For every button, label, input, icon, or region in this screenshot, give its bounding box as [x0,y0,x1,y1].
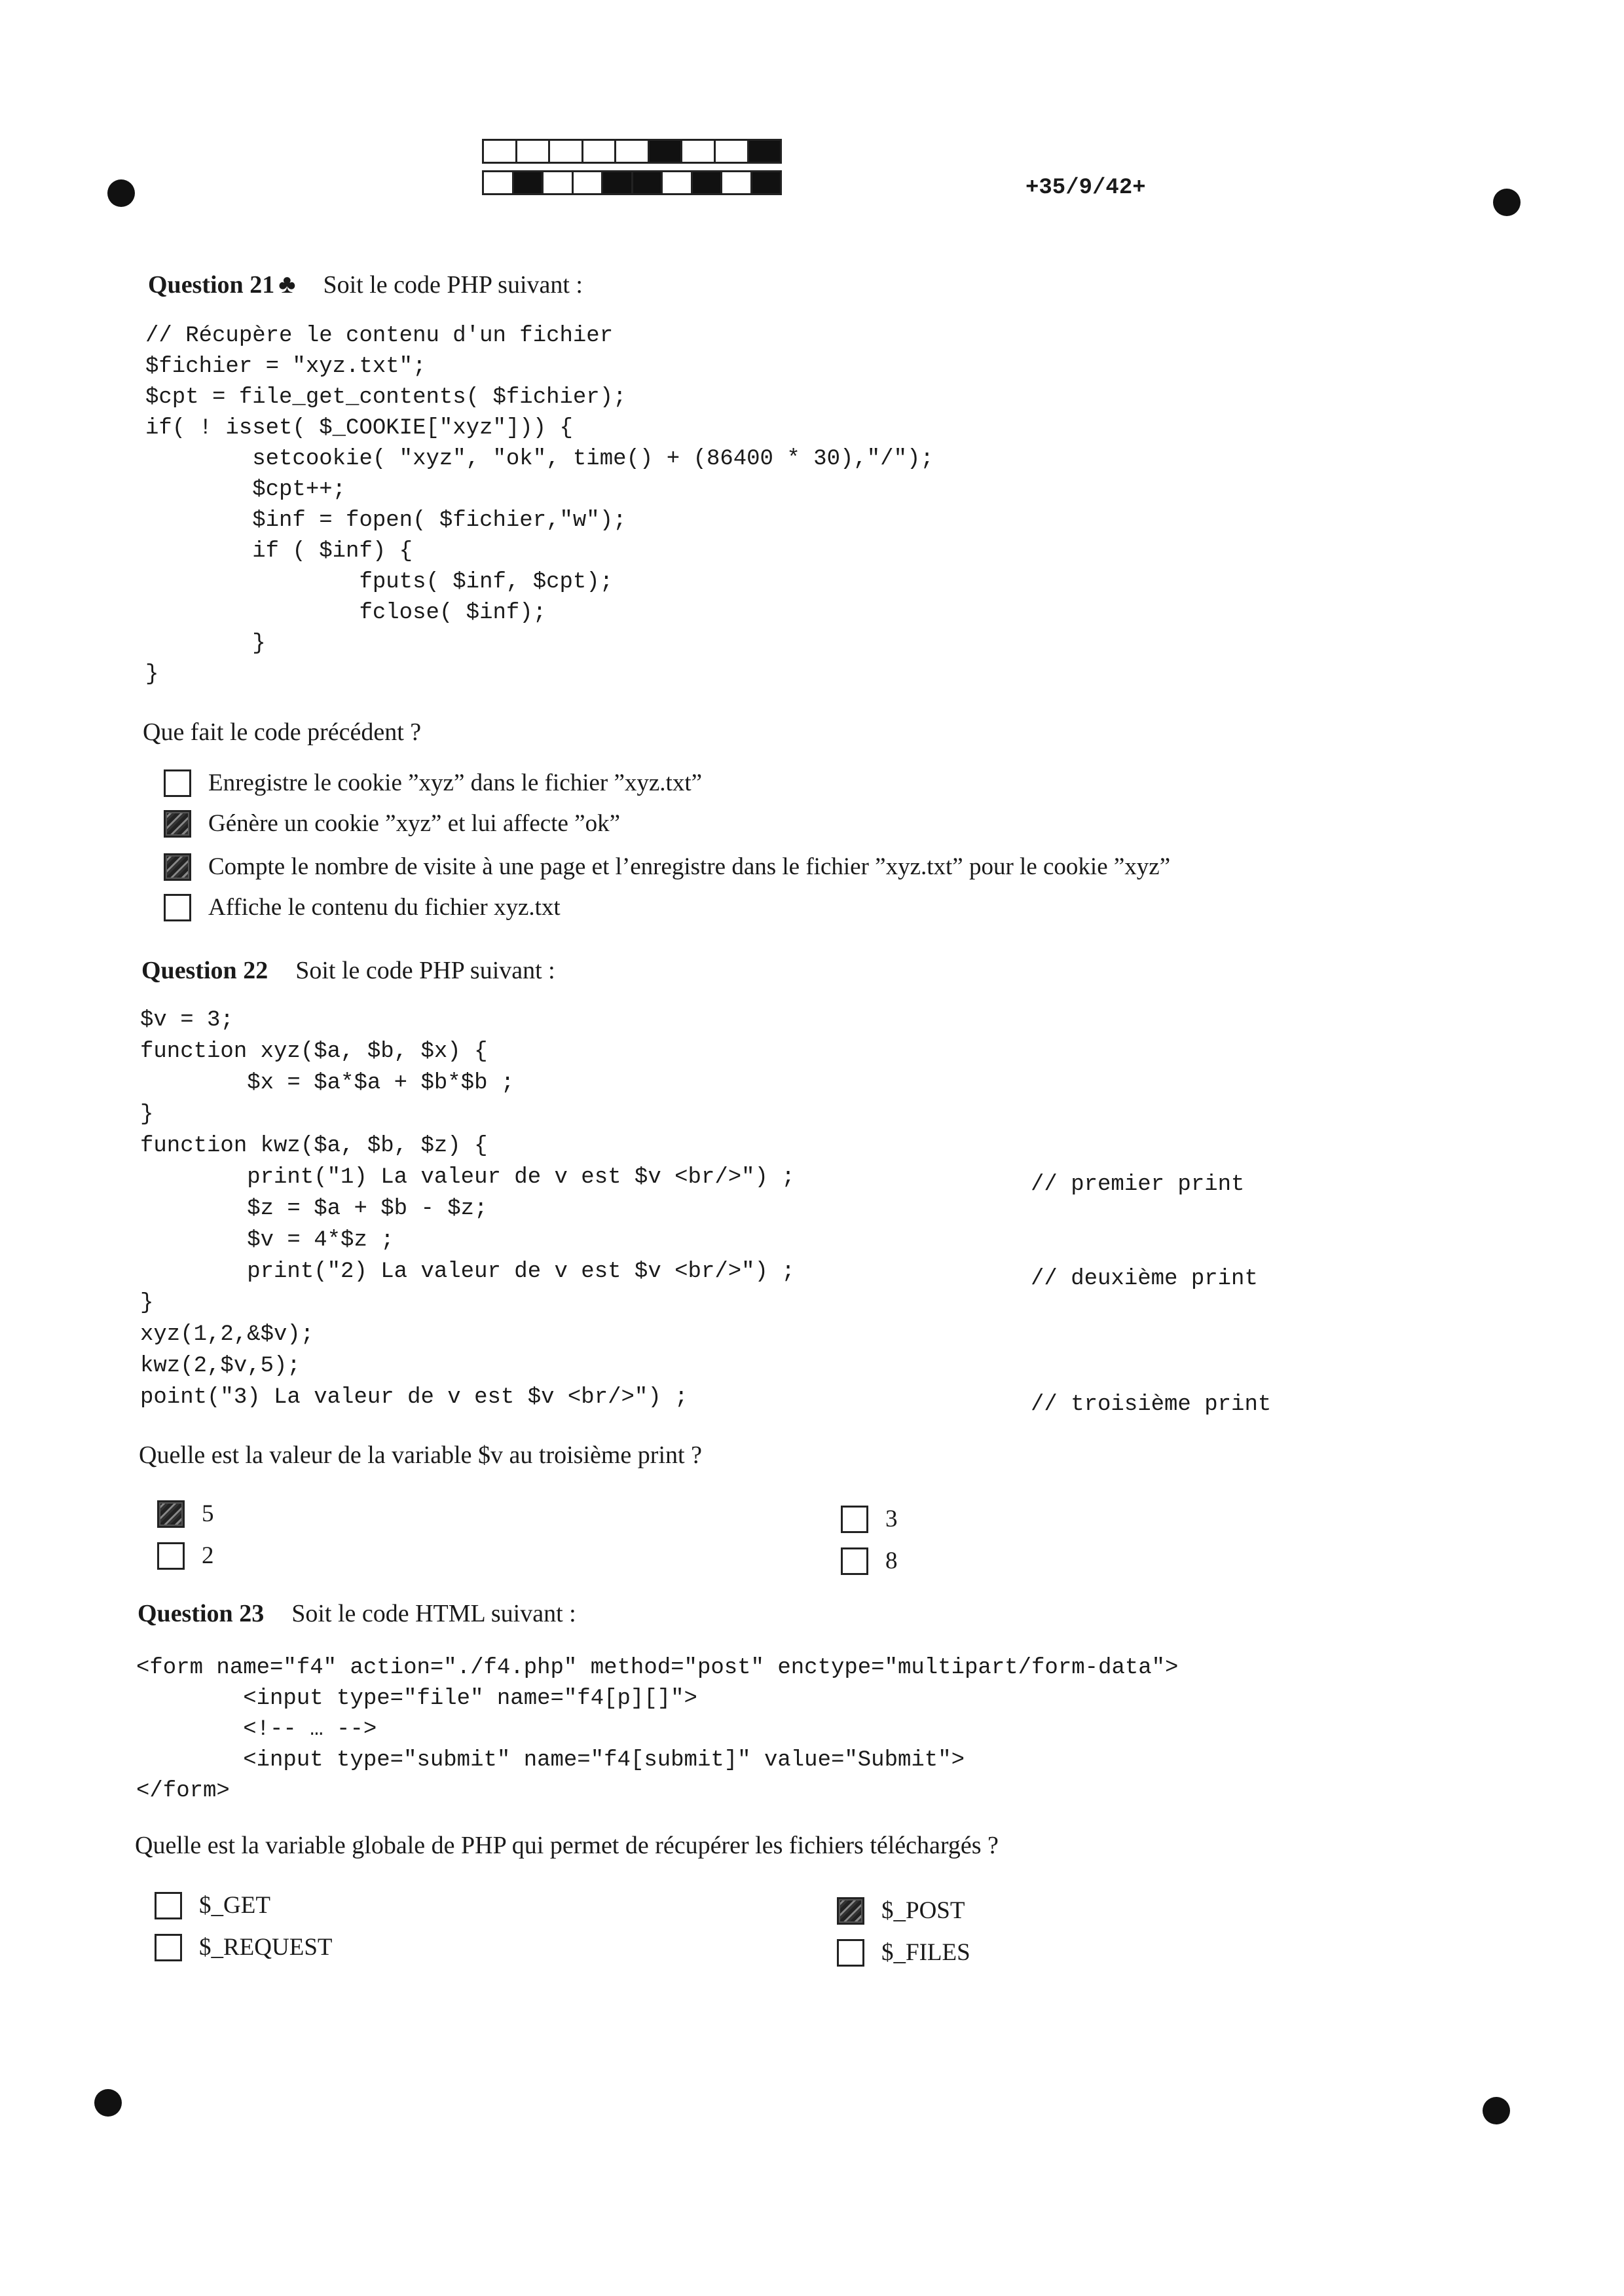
question-23-intro: Soit le code HTML suivant : [291,1600,576,1627]
checkbox[interactable] [157,1500,185,1528]
checkbox[interactable] [164,853,191,881]
clubs-icon: ♣ [278,269,296,299]
page-id: +35/9/42+ [1025,176,1146,200]
barcode-cell [484,172,514,193]
question-21-title: Question 21 [148,271,275,299]
question-21-prompt: Que fait le code précédent ? [143,718,422,746]
barcode-cell [574,172,604,193]
comment-third-print: // troisième print [1031,1392,1272,1417]
registration-mark-bottom-left [94,2089,122,2117]
barcode-cell [682,141,716,162]
checkbox[interactable] [164,810,191,838]
option-label: 5 [202,1500,214,1527]
barcode-cell [603,172,633,193]
question-22-title: Question 22 [141,957,268,984]
option-label: $_REQUEST [199,1934,333,1961]
checkbox[interactable] [164,894,191,921]
checkbox[interactable] [157,1542,185,1570]
q22-option-3[interactable] [841,1505,898,1533]
checkbox[interactable] [837,1897,864,1925]
registration-mark-top-right [1493,189,1521,216]
option-label: Génère un cookie ”xyz” et lui affecte ”ok” [208,810,620,837]
question-22-header [141,956,555,985]
barcode-cell [693,172,723,193]
question-22-code: $v = 3; function xyz($a, $b, $x) { $x = $a*$a + $b*$b ; } function kwz($a, $b, $z) { print("1) La valeur de v est $v <br/>") ; $z = $a + $b - $z; $v = 4*$z ; print("2) La valeur de v est $v <br/>") ; } xyz(1,2,&$v); kwz(2,$v,5); point("3) La valeur de v est $v <br/>") ; [140,1008,795,1410]
q22-option-1[interactable] [157,1500,214,1528]
question-21-intro: Soit le code PHP suivant : [323,271,583,299]
question-22-intro: Soit le code PHP suivant : [295,957,555,984]
q21-option-3[interactable] [164,853,1170,881]
option-label: $_GET [199,1892,270,1919]
option-label: $_FILES [881,1939,970,1966]
checkbox[interactable] [837,1939,864,1967]
question-22-prompt: Quelle est la valeur de la variable $v au troisième print ? [139,1441,702,1469]
option-label: 8 [885,1547,898,1574]
question-23-title: Question 23 [138,1600,265,1627]
comment-second-print: // deuxième print [1031,1267,1258,1291]
registration-mark-bottom-right [1483,2097,1510,2124]
barcode-cell [517,141,551,162]
q23-option-3[interactable] [837,1897,965,1925]
q23-option-1[interactable] [155,1891,270,1919]
barcode-cell [514,172,544,193]
question-21-code: // Récupère le contenu d'un fichier $fichier = "xyz.txt"; $cpt = file_get_contents( $fichier); if( ! isset( $_COOKIE["xyz"])) { setcookie( "xyz", "ok", time() + (86400 * 30),"/"); $cpt++; $inf = fopen( $fichier,"w"); if ( $inf) { fputs( $inf, $cpt); fclose( $inf); } } [145,324,934,687]
barcode-top [482,139,782,164]
question-23-header [138,1599,576,1628]
option-label: Affiche le contenu du fichier xyz.txt [208,894,561,921]
barcode-cell [633,172,663,193]
checkbox[interactable] [155,1934,182,1961]
barcode-cell [544,172,574,193]
barcode-cell [616,141,650,162]
barcode-cell [484,141,517,162]
q22-option-4[interactable] [841,1547,898,1575]
barcode-cell [752,172,781,193]
barcode-cell [663,172,693,193]
option-label: $_POST [881,1897,965,1924]
q23-option-2[interactable] [155,1933,333,1961]
checkbox[interactable] [841,1547,868,1575]
q21-option-4[interactable] [164,893,561,921]
barcode-cell [749,141,781,162]
q22-option-2[interactable] [157,1542,214,1570]
question-23-prompt: Quelle est la variable globale de PHP qui permet de récupérer les fichiers téléchargés ? [135,1832,999,1859]
option-label: Compte le nombre de visite à une page et l’enregistre dans le fichier ”xyz.txt” pour le cookie ”xyz” [208,853,1171,880]
q21-option-2[interactable] [164,809,620,838]
option-label: Enregistre le cookie ”xyz” dans le fichier ”xyz.txt” [208,769,703,796]
barcode-cell [722,172,752,193]
question-21-header [148,268,583,299]
option-label: 3 [885,1506,898,1532]
barcode-bottom [482,170,782,195]
q23-option-4[interactable] [837,1938,970,1967]
checkbox[interactable] [164,769,191,797]
barcode-cell [650,141,683,162]
comment-first-print: // premier print [1031,1172,1245,1197]
checkbox[interactable] [841,1506,868,1533]
barcode-cell [550,141,583,162]
barcode-cell [716,141,749,162]
registration-mark-top-left [107,179,135,207]
option-label: 2 [202,1542,214,1569]
q21-option-1[interactable] [164,769,702,797]
barcode-cell [583,141,617,162]
checkbox[interactable] [155,1892,182,1919]
question-23-code: <form name="f4" action="./f4.php" method="post" enctype="multipart/form-data"> <input type="file" name="f4[p][]"> <!-- … --> <input type="submit" name="f4[submit]" value="Submit"> </form> [136,1656,1179,1804]
